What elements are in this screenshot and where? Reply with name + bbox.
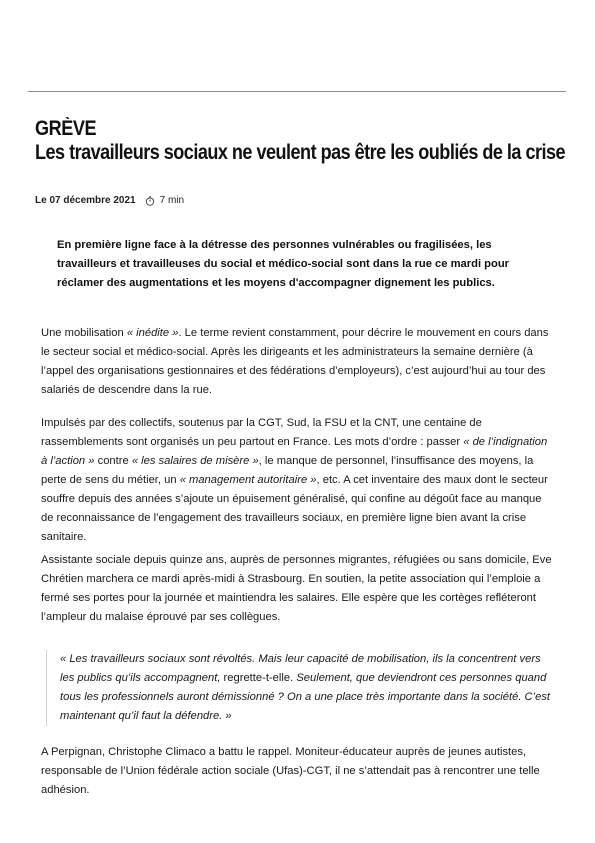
text-run: , le manque de personnel, l’insuffisance des moyens, la perte de sens du métier, un [41,455,534,486]
italic-quote: « de l’indignation à l’action » [41,436,548,467]
text-run: , etc. A cet inventaire des maux dont le secteur souffre depuis des années s’ajoute un épuisement généralisé, qui confine au dégoût face au manque de reconnaissance de l’engagement des travailleurs sociaux, en première ligne bien avant la crise sanitaire. [41,474,548,543]
article-kicker: GRÈVE [35,117,97,140]
text-run: . Le terme revient constamment, pour décrire le mouvement en cours dans le secteur social et médico-social. Après les dirigeants et les administrateurs la semaine dernière (à l’appel des organisations gestionnaires et des fédérations d’employeurs), c’est aujourd’hui au tour des salariés de descendre dans la rue. [41,327,549,396]
text-run: Impulsés par des collectifs, soutenus par la CGT, Sud, la FSU et la CNT, une centaine de rassemblements sont organisés un peu partout en France. Les mots d’ordre : passer [41,417,482,448]
italic-quote: « management autoritaire » [179,474,317,486]
pull-quote [46,650,551,726]
paragraph-4: A Perpignan, Christophe Climaco a battu le rappel. Moniteur-éducateur auprès de jeunes autistes, responsable de l’Union fédérale action sociale (Ufas)-CGT, il ne s’attendait pas à rencontrer une telle adhésion. [41,746,540,796]
text-run: Une mobilisation [41,327,127,339]
paragraph-2 [41,414,556,547]
article-lead: En première ligne face à la détresse des personnes vulnérables ou fragilisées, les travailleurs et travailleuses du social et médico-social sont dans la rue ce mardi pour réclamer des augmentations et les moyens d'accompagner dignement les publics. [57,239,510,289]
article-title: Les travailleurs sociaux ne veulent pas être les oubliés de la crise [35,141,566,164]
reading-time: 7 min [159,195,185,206]
paragraph-1 [41,324,556,400]
italic-quote: « les salaires de misère » [131,455,259,467]
paragraph-3: Assistante sociale depuis quinze ans, auprès de personnes migrantes, réfugiées ou sans domicile, Eve Chrétien marchera ce mardi après-midi à Strasbourg. En soutien, la petite association qui l’emploie a fermé ses portes pour la journée et maintiendra les salaires. Elle espère que les cortèges refléteront l’ampleur du malaise éprouvé par ses collègues. [41,554,552,623]
quote-text: Seulement, que deviendront ces personnes quand tous les professionnels auront démissionné ? On a une place très importante dans la société. C’est maintenant qu’il faut la défendre. » [60,672,551,722]
article-meta [35,195,184,206]
article-date: Le 07 décembre 2021 [35,195,136,206]
quote-text: « Les travailleurs sociaux sont révoltés. Mais leur capacité de mobilisation, ils la concentrent vers les publics qu’ils accompagnent, [60,653,541,684]
text-run: contre [94,455,132,467]
italic-quote: « inédite » [126,327,179,339]
timer-icon [145,196,155,206]
top-divider [28,91,566,92]
quote-attribution: regrette-t-elle. [220,672,297,684]
